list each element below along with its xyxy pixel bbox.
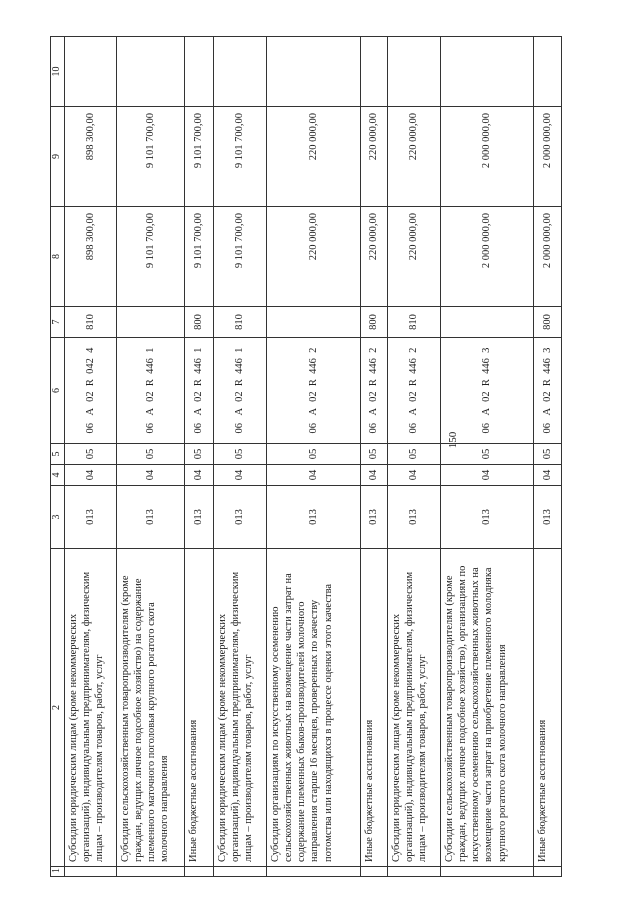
target-article-code — [214, 338, 267, 444]
section-code: 04 — [441, 465, 534, 486]
section-code: 04 — [534, 465, 562, 486]
amount-col8: 898 300,00 — [65, 207, 117, 307]
col-header-3: 3 — [51, 486, 65, 549]
ministry-code: 013 — [361, 486, 388, 549]
code-part: А — [144, 407, 156, 416]
code-part: R — [368, 379, 380, 387]
code-part: 1 — [234, 347, 246, 353]
expense-type-code — [267, 307, 361, 338]
subsection-code: 05 — [117, 444, 185, 465]
ministry-code: 013 — [534, 486, 562, 549]
table-row — [441, 37, 534, 877]
amount-col9: 898 300,00 — [65, 107, 117, 207]
code-part: 1 — [144, 347, 156, 353]
section-code: 04 — [185, 465, 214, 486]
amount-col8: 220 000,00 — [388, 207, 441, 307]
code-part: 446 — [307, 358, 319, 374]
code-part: 3 — [541, 347, 553, 353]
amount-col10 — [534, 37, 562, 107]
row-name: Субсидии юридическим лицам (кроме некоммерческих организаций), индивидуальным предпринимателям, физическим лицам – производителям товаров, работ, услуг — [65, 549, 117, 867]
code-part: 06 — [84, 422, 96, 434]
ministry-code: 013 — [441, 486, 534, 549]
target-article-code — [534, 338, 562, 444]
code-part: 446 — [481, 358, 493, 374]
code-part: 06 — [368, 422, 380, 434]
expense-type-code: 810 — [65, 307, 117, 338]
table-row — [65, 37, 117, 877]
expense-type-code: 810 — [388, 307, 441, 338]
code-part: 06 — [541, 422, 553, 434]
row-name: Иные бюджетные ассигнования — [534, 549, 562, 867]
row-number-cell — [441, 867, 534, 877]
code-part: 02 — [307, 391, 319, 402]
code-part: 446 — [193, 358, 205, 374]
row-name: Иные бюджетные ассигнования — [185, 549, 214, 867]
target-article-code — [267, 338, 361, 444]
subsection-code: 05 — [65, 444, 117, 465]
target-article-code — [388, 338, 441, 444]
row-number-cell — [267, 867, 361, 877]
amount-col9: 2 000 000,00 — [534, 107, 562, 207]
row-name: Субсидии сельскохозяйственным товаропроизводителям (кроме граждан, ведущих личное подсобное хозяйство) на содержание племенного маточного поголовья крупного рогатого скота молочного направления — [117, 549, 185, 867]
code-part: 2 — [368, 347, 380, 353]
row-name: Субсидии юридическим лицам (кроме некоммерческих организаций), индивидуальным предпринимателям, физическим лицам – производителям товаров, работ, услуг — [214, 549, 267, 867]
row-number-cell — [65, 867, 117, 877]
code-part: А — [541, 407, 553, 416]
expense-type-code: 800 — [185, 307, 214, 338]
code-part: 06 — [144, 422, 156, 434]
amount-col10 — [185, 37, 214, 107]
code-part: 06 — [408, 422, 420, 434]
row-name: Субсидии сельскохозяйственным товаропроизводителям (кроме граждан, ведущих личное подсобное хозяйство), организациям по искусственному осеменению сельскохозяйственных животных на возмещение части затрат на приобретение племенного молодняка крупного рогатого скота молочного направления — [441, 549, 534, 867]
code-part: 06 — [307, 422, 319, 434]
code-part: 02 — [408, 391, 420, 402]
target-article-code — [441, 338, 534, 444]
amount-col10 — [441, 37, 534, 107]
amount-col10 — [267, 37, 361, 107]
amount-col9: 220 000,00 — [267, 107, 361, 207]
expense-type-code — [117, 307, 185, 338]
amount-col9: 9 101 700,00 — [117, 107, 185, 207]
subsection-code: 05 — [214, 444, 267, 465]
expense-type-code — [441, 307, 534, 338]
amount-col9: 220 000,00 — [388, 107, 441, 207]
code-part: 02 — [541, 391, 553, 402]
ministry-code: 013 — [214, 486, 267, 549]
subsection-code: 05 — [185, 444, 214, 465]
col-header-7: 7 — [51, 307, 65, 338]
amount-col8: 9 101 700,00 — [117, 207, 185, 307]
expense-type-code: 810 — [214, 307, 267, 338]
target-article-code — [185, 338, 214, 444]
budget-table — [50, 36, 562, 877]
row-number-cell — [534, 867, 562, 877]
subsection-code: 05 — [267, 444, 361, 465]
row-name: Субсидии организациям по искусственному осеменению сельскохозяйственных животных на возмещение части затрат на содержание племенных быков-производителей молочного направления старше 16 месяцев, проверенных по качеству потомства или находящихся в процессе оценки этого качества — [267, 549, 361, 867]
page-number: 150 — [447, 431, 459, 449]
ministry-code: 013 — [65, 486, 117, 549]
subsection-code: 05 — [534, 444, 562, 465]
code-part: 2 — [307, 347, 319, 353]
section-code: 04 — [388, 465, 441, 486]
amount-col10 — [117, 37, 185, 107]
amount-col10 — [361, 37, 388, 107]
row-name: Субсидии юридическим лицам (кроме некоммерческих организаций), индивидуальным предпринимателям, физическим лицам – производителям товаров, работ, услуг — [388, 549, 441, 867]
code-part: 06 — [481, 422, 493, 434]
code-part: 02 — [234, 391, 246, 402]
code-part: 06 — [193, 422, 205, 434]
code-part: 02 — [84, 391, 96, 402]
ministry-code: 013 — [267, 486, 361, 549]
row-number-cell — [361, 867, 388, 877]
ministry-code: 013 — [185, 486, 214, 549]
expense-type-code: 800 — [361, 307, 388, 338]
amount-col9: 2 000 000,00 — [441, 107, 534, 207]
amount-col8: 2 000 000,00 — [441, 207, 534, 307]
section-code: 04 — [117, 465, 185, 486]
row-number-cell — [185, 867, 214, 877]
amount-col8: 9 101 700,00 — [214, 207, 267, 307]
col-header-1: 1 — [51, 867, 65, 877]
code-part: 02 — [368, 391, 380, 402]
code-part: 446 — [234, 358, 246, 374]
ministry-code: 013 — [388, 486, 441, 549]
code-part: А — [408, 407, 420, 416]
col-header-8: 8 — [51, 207, 65, 307]
subsection-code: 05 — [441, 444, 534, 465]
code-part: 02 — [481, 391, 493, 402]
code-part: 4 — [84, 347, 96, 353]
code-part: А — [234, 407, 246, 416]
subsection-code: 05 — [361, 444, 388, 465]
col-header-2: 2 — [51, 549, 65, 867]
code-part: R — [408, 379, 420, 387]
code-part: R — [234, 379, 246, 387]
target-article-code — [361, 338, 388, 444]
code-part: 446 — [368, 358, 380, 374]
amount-col10 — [214, 37, 267, 107]
amount-col9: 220 000,00 — [361, 107, 388, 207]
code-part: R — [481, 379, 493, 387]
target-article-code — [117, 338, 185, 444]
table-row — [267, 37, 361, 877]
code-part: R — [84, 379, 96, 387]
code-part: А — [193, 407, 205, 416]
col-header-6: 6 — [51, 338, 65, 444]
row-name: Иные бюджетные ассигнования — [361, 549, 388, 867]
table-row — [185, 37, 214, 877]
expense-type-code: 800 — [534, 307, 562, 338]
code-part: 3 — [481, 347, 493, 353]
code-part: 446 — [541, 358, 553, 374]
code-part: R — [541, 379, 553, 387]
target-article-code — [65, 338, 117, 444]
table-row — [214, 37, 267, 877]
row-number-cell — [214, 867, 267, 877]
amount-col8: 2 000 000,00 — [534, 207, 562, 307]
ministry-code: 013 — [117, 486, 185, 549]
amount-col8: 220 000,00 — [361, 207, 388, 307]
col-header-5: 5 — [51, 444, 65, 465]
section-code: 04 — [361, 465, 388, 486]
header-row — [51, 37, 65, 877]
table-row — [388, 37, 441, 877]
code-part: 02 — [193, 391, 205, 402]
code-part: 06 — [234, 422, 246, 434]
code-part: А — [481, 407, 493, 416]
col-header-9: 9 — [51, 107, 65, 207]
amount-col9: 9 101 700,00 — [214, 107, 267, 207]
row-number-cell — [388, 867, 441, 877]
code-part: R — [144, 379, 156, 387]
amount-col10 — [65, 37, 117, 107]
budget-table-page — [50, 37, 594, 877]
code-part: 2 — [408, 347, 420, 353]
section-code: 04 — [267, 465, 361, 486]
amount-col10 — [388, 37, 441, 107]
row-number-cell — [117, 867, 185, 877]
code-part: 02 — [144, 391, 156, 402]
subsection-code: 05 — [388, 444, 441, 465]
col-header-4: 4 — [51, 465, 65, 486]
code-part: 1 — [193, 347, 205, 353]
code-part: R — [307, 379, 319, 387]
code-part: А — [84, 407, 96, 416]
code-part: 042 — [84, 358, 96, 374]
code-part: R — [193, 379, 205, 387]
table-row — [361, 37, 388, 877]
amount-col9: 9 101 700,00 — [185, 107, 214, 207]
amount-col8: 220 000,00 — [267, 207, 361, 307]
table-row — [534, 37, 562, 877]
section-code: 04 — [214, 465, 267, 486]
table-row — [117, 37, 185, 877]
code-part: 446 — [408, 358, 420, 374]
col-header-10: 10 — [51, 37, 65, 107]
code-part: 446 — [144, 358, 156, 374]
amount-col8: 9 101 700,00 — [185, 207, 214, 307]
section-code: 04 — [65, 465, 117, 486]
code-part: А — [307, 407, 319, 416]
code-part: А — [368, 407, 380, 416]
